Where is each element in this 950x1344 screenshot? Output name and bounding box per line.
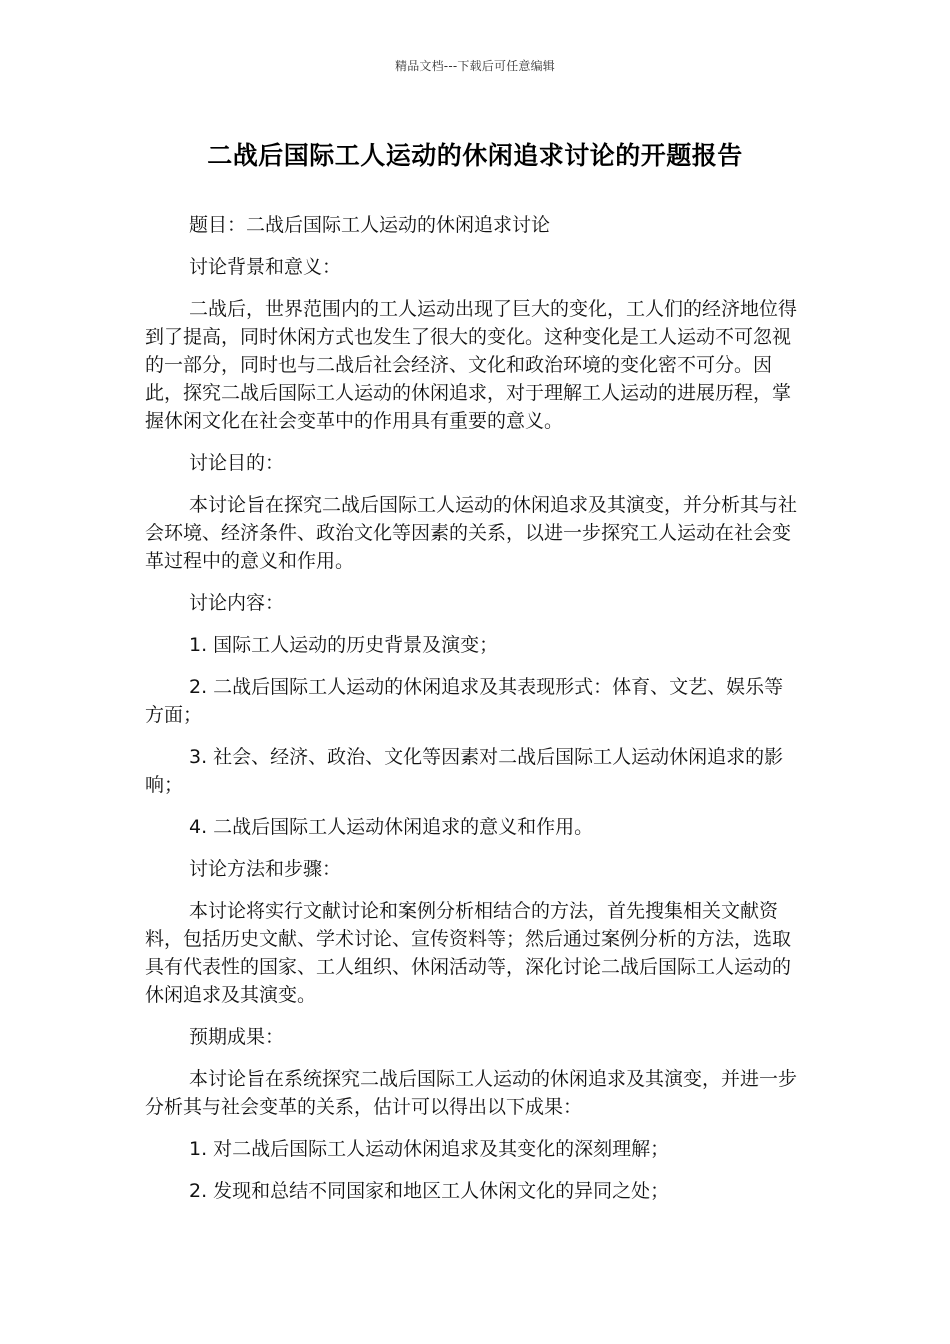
section-heading-purpose: 讨论目的：: [189, 452, 285, 474]
header-note: 精品文档---下载后可任意编辑: [395, 59, 555, 73]
content-list-item: 3. 社会、经济、政治、文化等因素对二战后国际工人运动休闲追求的影响；: [145, 746, 784, 796]
outcomes-paragraph: 本讨论旨在系统探究二战后国际工人运动的休闲追求及其演变，并进一步分析其与社会变革的关系，估计可以得出以下成果：: [145, 1068, 798, 1118]
content-list-item: 1. 国际工人运动的历史背景及演变；: [189, 634, 499, 656]
section-heading-method: 讨论方法和步骤：: [189, 858, 342, 880]
document-title: 二战后国际工人运动的休闲追求讨论的开题报告: [207, 141, 743, 170]
content-list-item: 4. 二战后国际工人运动休闲追求的意义和作用。: [189, 816, 594, 838]
section-heading-outcomes: 预期成果：: [189, 1026, 285, 1048]
method-paragraph: 本讨论将实行文献讨论和案例分析相结合的方法，首先搜集相关文献资料，包括历史文献、学术讨论、宣传资料等；然后通过案例分析的方法，选取具有代表性的国家、工人组织、休闲活动等，深化讨论二战后国际工人运动的休闲追求及其演变。: [145, 900, 792, 1006]
background-paragraph: 二战后，世界范围内的工人运动出现了巨大的变化，工人们的经济地位得到了提高，同时休闲方式也发生了很大的变化。这种变化是工人运动不可忽视的一部分，同时也与二战后社会经济、文化和政治环境的变化密不可分。因此，探究二战后国际工人运动的休闲追求，对于理解工人运动的进展历程，掌握休闲文化在社会变革中的作用具有重要的意义。: [145, 298, 798, 432]
section-heading-content: 讨论内容：: [189, 592, 285, 614]
document-body: [145, 211, 801, 1219]
topic-line: 题目：二战后国际工人运动的休闲追求讨论: [189, 214, 551, 236]
content-list-item: 2. 二战后国际工人运动的休闲追求及其表现形式：体育、文艺、娱乐等方面；: [145, 676, 784, 726]
purpose-paragraph: 本讨论旨在探究二战后国际工人运动的休闲追求及其演变，并分析其与社会环境、经济条件、政治文化等因素的关系，以进一步探究工人运动在社会变革过程中的意义和作用。: [145, 494, 798, 572]
outcome-list-item: 2. 发现和总结不同国家和地区工人休闲文化的异同之处；: [189, 1180, 670, 1202]
section-heading-background: 讨论背景和意义：: [189, 256, 342, 278]
outcome-list-item: 1. 对二战后国际工人运动休闲追求及其变化的深刻理解；: [189, 1138, 670, 1160]
